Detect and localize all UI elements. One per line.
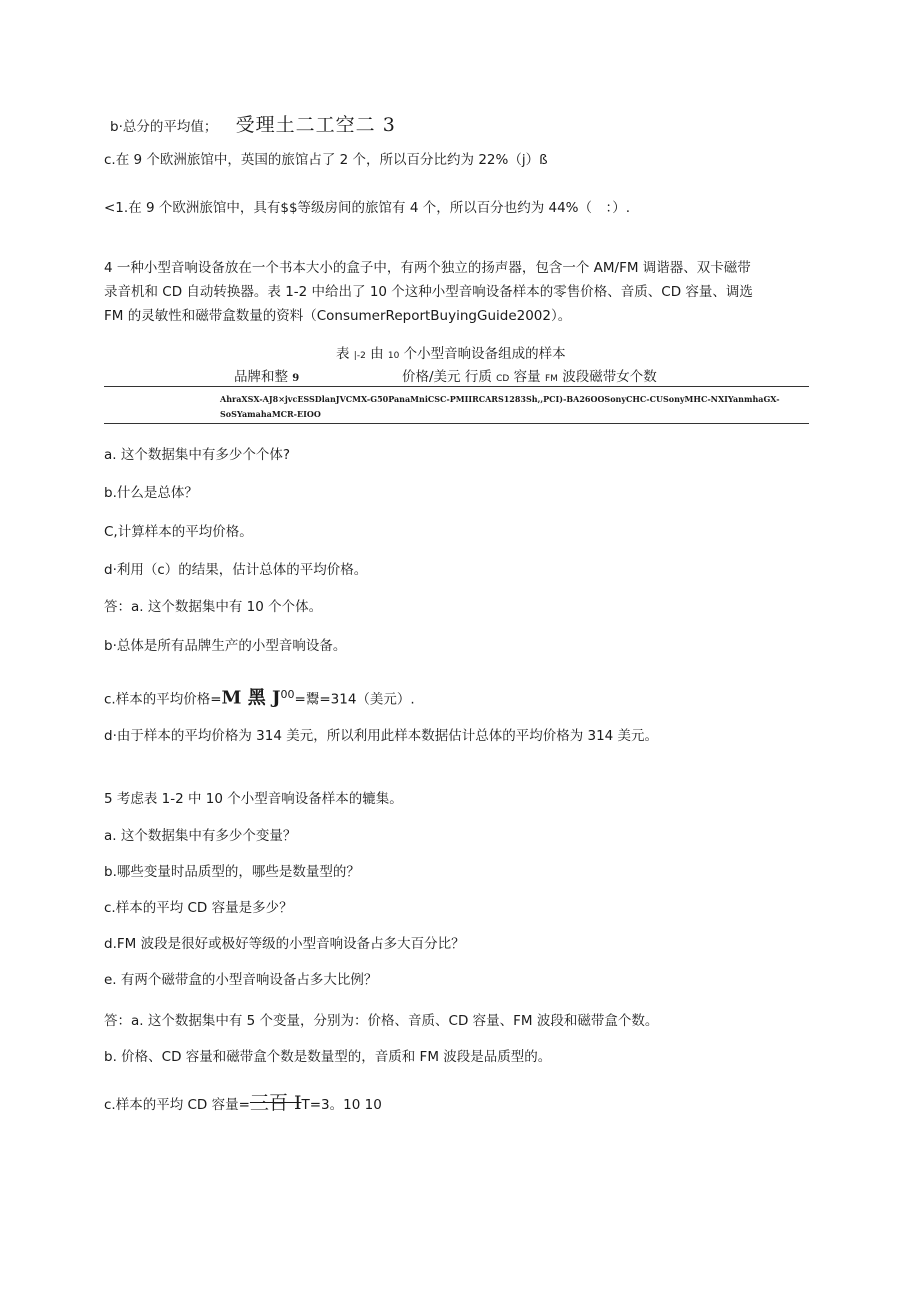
- header-part: CD: [496, 374, 510, 384]
- q4-answer-c-suffix: =鬻=314（美元）.: [294, 691, 415, 708]
- q5-e: e. 有两个磁带盒的小型音响设备占多大比例？: [104, 972, 378, 988]
- caption-part: 个小型音晌设备组成的样本: [403, 346, 566, 362]
- q5-answer-c-prefix: c.样本的平均 CD 容量=: [104, 1097, 250, 1113]
- line-b-mean: [110, 116, 396, 136]
- q5-answer-c-suffix: T=3。10 10: [301, 1097, 382, 1113]
- table-header-columns: [402, 368, 657, 388]
- line-c-britain: c.在 9 个欧洲旅馆中，英国的旅馆占了 2 个，所以百分比约为 22%（j）ß: [104, 152, 548, 168]
- q4-answer-c: [104, 686, 415, 709]
- q5-answer-c: [104, 1094, 382, 1114]
- header-part: 9: [292, 373, 300, 384]
- header-part: 品牌和整: [234, 369, 288, 385]
- q4-answer-c-sup: 00: [280, 688, 295, 701]
- line-d-rooms: <1.在 9 个欧洲旅馆中，具有$$等级房间的旅馆有 4 个，所以百分也约为 44%（ ：）.: [104, 200, 631, 216]
- table-row-2: SoSYamahaMCR-EIOO: [220, 409, 321, 419]
- header-part: 价格/美元 行质: [402, 369, 492, 385]
- q4-answer-c-formula: M 黑 J: [221, 687, 281, 709]
- header-part: 容量: [513, 369, 541, 385]
- mean-formula: 受理土二工空二 3: [235, 114, 396, 136]
- q4-answer-d: d·由于样本的平均价格为 314 美元，所以利用此样本数据估计总体的平均价格为 314 美元。: [104, 728, 659, 744]
- q5-a: a. 这个数据集中有多少个变量？: [104, 828, 297, 844]
- q4-answer-a: 答：a. 这个数据集中有 10 个个体。: [104, 599, 323, 615]
- q4-d: d·利用（c）的结果，估计总体的平均价格。: [104, 562, 368, 578]
- table-row-1: AhraXSX-AJ8×jvcESSDlanJVCMX-G50PanaMniCSC-PMIIRCARS1283Sh,,PCI)-BA26OOSonyCHC-CUSonyMHC-NXIYanmhaGX-: [220, 394, 780, 404]
- q4-a: a. 这个数据集中有多少个个体?: [104, 447, 291, 463]
- line-b-prefix: b·总分的平均值；: [110, 119, 218, 135]
- caption-part: |-2: [353, 351, 366, 361]
- q4-answer-b: b·总体是所有品牌生产的小型音响设备。: [104, 638, 347, 654]
- paragraph-4-line2: 录音机和 CD 自动转换器。表 1-2 中给出了 10 个这种小型音响设备样本的零售价格、音质、CD 容量、调选: [104, 284, 753, 300]
- caption-part: 10: [387, 351, 400, 361]
- q5-d: d.FM 波段是很好或极好等级的小型音响设备占多大百分比？: [104, 936, 465, 952]
- q5-answer-a: 答：a. 这个数据集中有 5 个变量，分别为：价格、音质、CD 容量、FM 波段和磁带盒个数。: [104, 1013, 659, 1029]
- table-bottom-rule: [104, 423, 809, 424]
- q5-intro: 5 考虑表 1-2 中 10 个小型音响设备样本的辘集。: [104, 791, 403, 807]
- table-header-brand: [234, 368, 299, 388]
- q5-answer-c-formula: 三百 I: [249, 1092, 302, 1114]
- q4-answer-c-prefix: c.样本的平均价格=: [104, 691, 222, 708]
- caption-part: 表: [336, 346, 350, 362]
- header-part: FM: [544, 374, 558, 384]
- q4-c: C,计算样本的平均价格。: [104, 524, 253, 540]
- table-caption: [336, 345, 566, 365]
- paragraph-4-line1: 4 一种小型音响设备放在一个书本大小的盒子中，有两个独立的扬声器，包含一个 AM/FM 调谐器、双卡磁带: [104, 260, 751, 276]
- caption-part: 由: [370, 346, 384, 362]
- q5-c: c.样本的平均 CD 容量是多少？: [104, 900, 293, 916]
- paragraph-4-line3: FM 的灵敏性和磁带盒数量的资料（ConsumerReportBuyingGuide2002）。: [104, 308, 572, 324]
- q5-b: b.哪些变量时品质型的，哪些是数量型的？: [104, 864, 360, 880]
- header-part: 波段磁带女个数: [562, 369, 657, 385]
- q4-b: b.什么是总体？: [104, 485, 198, 501]
- q5-answer-b: b. 价格、CD 容量和磁带盒个数是数量型的，音质和 FM 波段是品质型的。: [104, 1049, 552, 1065]
- table-top-rule: [104, 386, 809, 387]
